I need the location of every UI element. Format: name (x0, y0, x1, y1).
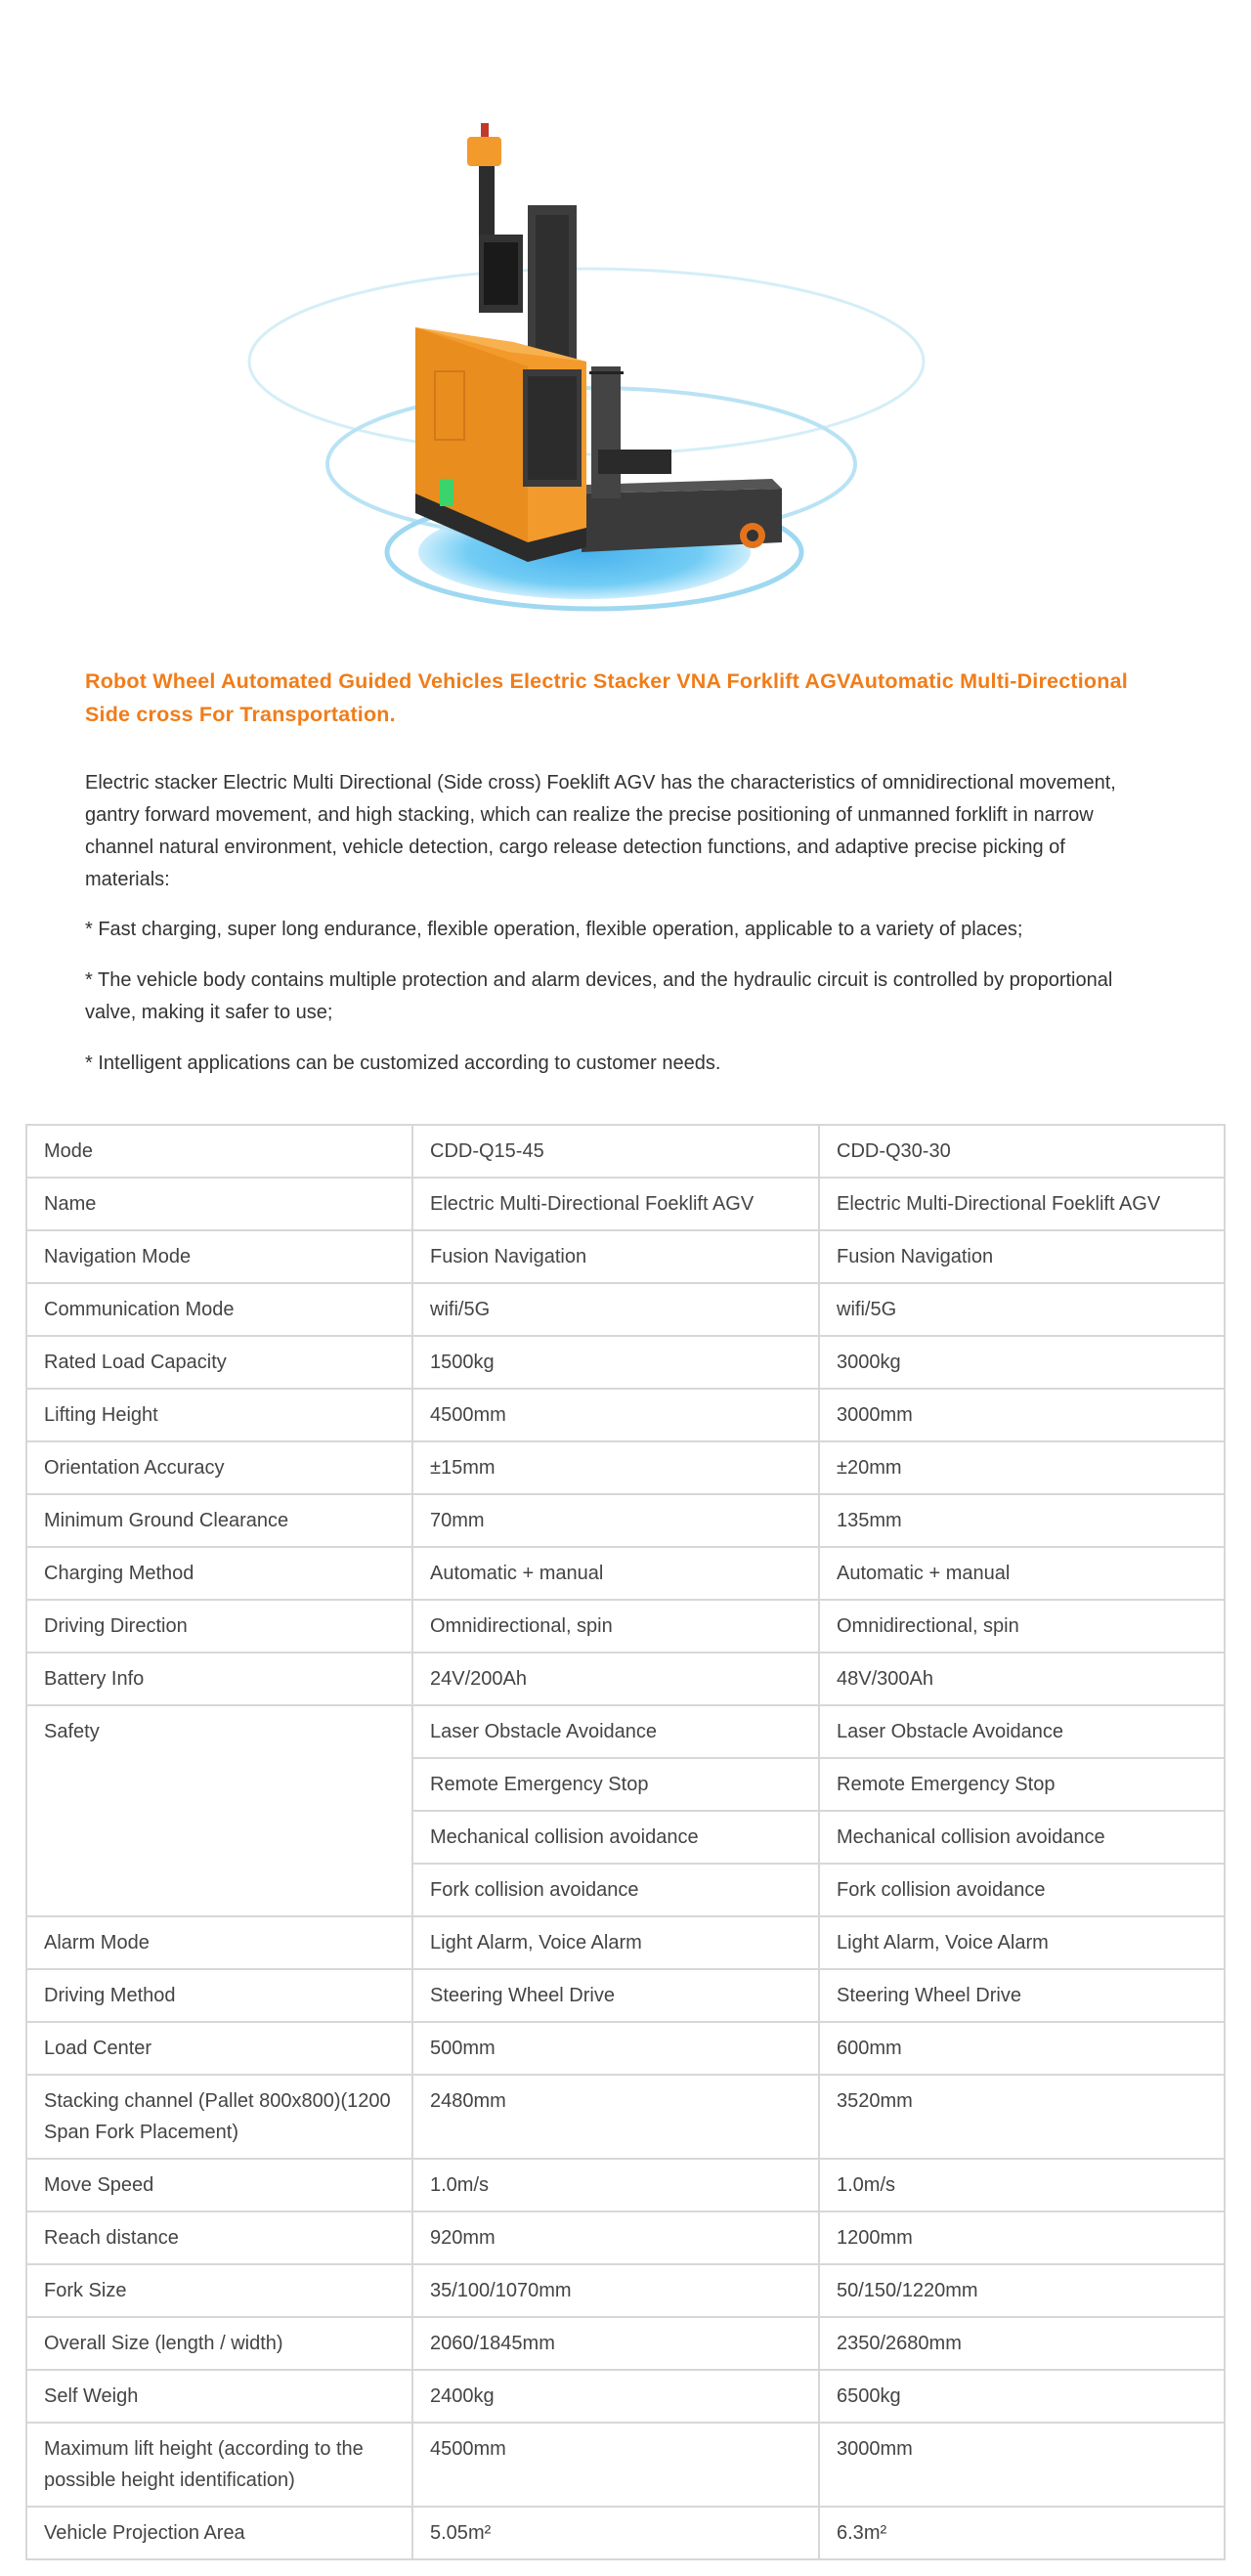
agv-vehicle (415, 123, 782, 562)
cell-q15: Omnidirectional, spin (412, 1600, 819, 1653)
table-row (26, 1547, 1225, 1600)
cell-q15: Steering Wheel Drive (412, 1969, 819, 2022)
row-label: Driving Method (26, 1969, 412, 2022)
table-row (26, 1494, 1225, 1547)
cell-q30: Omnidirectional, spin (819, 1600, 1225, 1653)
cell-q15: 1500kg (412, 1336, 819, 1389)
cell-q15: 920mm (412, 2211, 819, 2264)
cell-q30: 3000mm (819, 2423, 1225, 2507)
row-label: Minimum Ground Clearance (26, 1494, 412, 1547)
product-title: Robot Wheel Automated Guided Vehicles Electric Stacker VNA Forklift AGVAutomatic Multi-Directional Side cross For Transportation. (85, 669, 1128, 726)
cell-q30: Mechanical collision avoidance (819, 1811, 1225, 1864)
row-label: Mode (26, 1125, 412, 1178)
table-row (26, 2317, 1225, 2370)
cell-q15: 24V/200Ah (412, 1653, 819, 1705)
cell-q15: 2060/1845mm (412, 2317, 819, 2370)
row-label: Fork Size (26, 2264, 412, 2317)
cell-q15: Electric Multi-Directional Foeklift AGV (412, 1178, 819, 1230)
row-label: Vehicle Projection Area (26, 2507, 412, 2559)
cell-q30: 3000kg (819, 1336, 1225, 1389)
cell-q30 (819, 2507, 1225, 2559)
cell-q30: 50/150/1220mm (819, 2264, 1225, 2317)
cell-q15: Automatic + manual (412, 1547, 819, 1600)
row-label: Alarm Mode (26, 1916, 412, 1969)
row-label: Rated Load Capacity (26, 1336, 412, 1389)
cell-q30: ±20mm (819, 1441, 1225, 1494)
cell-q30: 3520mm (819, 2075, 1225, 2159)
table-row (26, 1653, 1225, 1705)
cell-q15: Laser Obstacle Avoidance (412, 1705, 819, 1758)
cell-q15: Mechanical collision avoidance (412, 1811, 819, 1864)
cell-q30: 3000mm (819, 1389, 1225, 1441)
row-label: Stacking channel (Pallet 800x800)(1200 Span Fork Placement) (26, 2075, 412, 2159)
cell-q30: 600mm (819, 2022, 1225, 2075)
cell-q30: 6500kg (819, 2370, 1225, 2423)
row-label: Navigation Mode (26, 1230, 412, 1283)
table-row (26, 2423, 1225, 2507)
cell-q30: Steering Wheel Drive (819, 1969, 1225, 2022)
row-label: Communication Mode (26, 1283, 412, 1336)
projection-value: 5.05 (430, 2522, 468, 2544)
cell-q30: Light Alarm, Voice Alarm (819, 1916, 1225, 1969)
projection-unit: m² (467, 2522, 492, 2544)
row-label: Battery Info (26, 1653, 412, 1705)
table-row (26, 1336, 1225, 1389)
table-row (26, 1705, 1225, 1758)
cell-q15: 4500mm (412, 2423, 819, 2507)
feature-bullet: * Intelligent applications can be customized according to customer needs. (85, 1052, 721, 1074)
cell-q30: Laser Obstacle Avoidance (819, 1705, 1225, 1758)
cell-q30: wifi/5G (819, 1283, 1225, 1336)
cell-q15: 2400kg (412, 2370, 819, 2423)
cell-q15: 500mm (412, 2022, 819, 2075)
spec-table (25, 1124, 1226, 2560)
row-label: Name (26, 1178, 412, 1230)
row-label: Overall Size (length / width) (26, 2317, 412, 2370)
cell-q30: CDD-Q30-30 (819, 1125, 1225, 1178)
cell-q15: ±15mm (412, 1441, 819, 1494)
cell-q30: 48V/300Ah (819, 1653, 1225, 1705)
table-row (26, 1178, 1225, 1230)
product-image (0, 0, 1251, 645)
cell-q15: Remote Emergency Stop (412, 1758, 819, 1811)
row-label: Charging Method (26, 1547, 412, 1600)
cell-q30: Automatic + manual (819, 1547, 1225, 1600)
cell-q15: 70mm (412, 1494, 819, 1547)
product-description: Electric stacker Electric Multi Directional (Side cross) Foeklift AGV has the characteristics of omnidirectional movement, gantry forward movement, and high stacking, which can realize the precise positioning of unmanned forklift in narrow channel natural environment, vehicle detection, cargo release detection functions, and adaptive precise picking of materials: (85, 772, 1116, 890)
cell-q30: 135mm (819, 1494, 1225, 1547)
table-row (26, 1969, 1225, 2022)
table-row (26, 1125, 1225, 1178)
cell-q15: 1.0m/s (412, 2159, 819, 2211)
cell-q30: Remote Emergency Stop (819, 1758, 1225, 1811)
row-label: Lifting Height (26, 1389, 412, 1441)
row-label: Maximum lift height (according to the possible height identification) (26, 2423, 412, 2507)
table-row (26, 2022, 1225, 2075)
row-label: Self Weigh (26, 2370, 412, 2423)
row-label: Driving Direction (26, 1600, 412, 1653)
table-row (26, 1600, 1225, 1653)
cell-q15: Light Alarm, Voice Alarm (412, 1916, 819, 1969)
table-row (26, 1916, 1225, 1969)
cell-q30: 1200mm (819, 2211, 1225, 2264)
cell-q15: wifi/5G (412, 1283, 819, 1336)
table-row (26, 1441, 1225, 1494)
cell-q15 (412, 2507, 819, 2559)
cell-q30: Electric Multi-Directional Foeklift AGV (819, 1178, 1225, 1230)
table-row (26, 2507, 1225, 2559)
row-label: Safety (26, 1705, 412, 1916)
feature-bullet: * Fast charging, super long endurance, flexible operation, flexible operation, applicable to a variety of places; (85, 919, 1023, 940)
cell-q15: 4500mm (412, 1389, 819, 1441)
table-row (26, 1389, 1225, 1441)
cell-q30: 1.0m/s (819, 2159, 1225, 2211)
projection-unit: m² (863, 2522, 887, 2544)
cell-q15: Fork collision avoidance (412, 1864, 819, 1916)
cell-q15: 2480mm (412, 2075, 819, 2159)
cell-q15: CDD-Q15-45 (412, 1125, 819, 1178)
table-row (26, 1230, 1225, 1283)
row-label: Orientation Accuracy (26, 1441, 412, 1494)
table-row (26, 2264, 1225, 2317)
table-row (26, 2159, 1225, 2211)
projection-value: 6.3 (837, 2522, 864, 2544)
row-label: Reach distance (26, 2211, 412, 2264)
row-label: Move Speed (26, 2159, 412, 2211)
table-row (26, 2211, 1225, 2264)
table-row (26, 2370, 1225, 2423)
cell-q15: 35/100/1070mm (412, 2264, 819, 2317)
cell-q30: 2350/2680mm (819, 2317, 1225, 2370)
row-label: Load Center (26, 2022, 412, 2075)
table-row (26, 2075, 1225, 2159)
cell-q30: Fork collision avoidance (819, 1864, 1225, 1916)
cell-q15: Fusion Navigation (412, 1230, 819, 1283)
table-row (26, 1283, 1225, 1336)
cell-q30: Fusion Navigation (819, 1230, 1225, 1283)
feature-bullet: * The vehicle body contains multiple protection and alarm devices, and the hydraulic circuit is controlled by proportional valve, making it safer to use; (85, 969, 1113, 1023)
